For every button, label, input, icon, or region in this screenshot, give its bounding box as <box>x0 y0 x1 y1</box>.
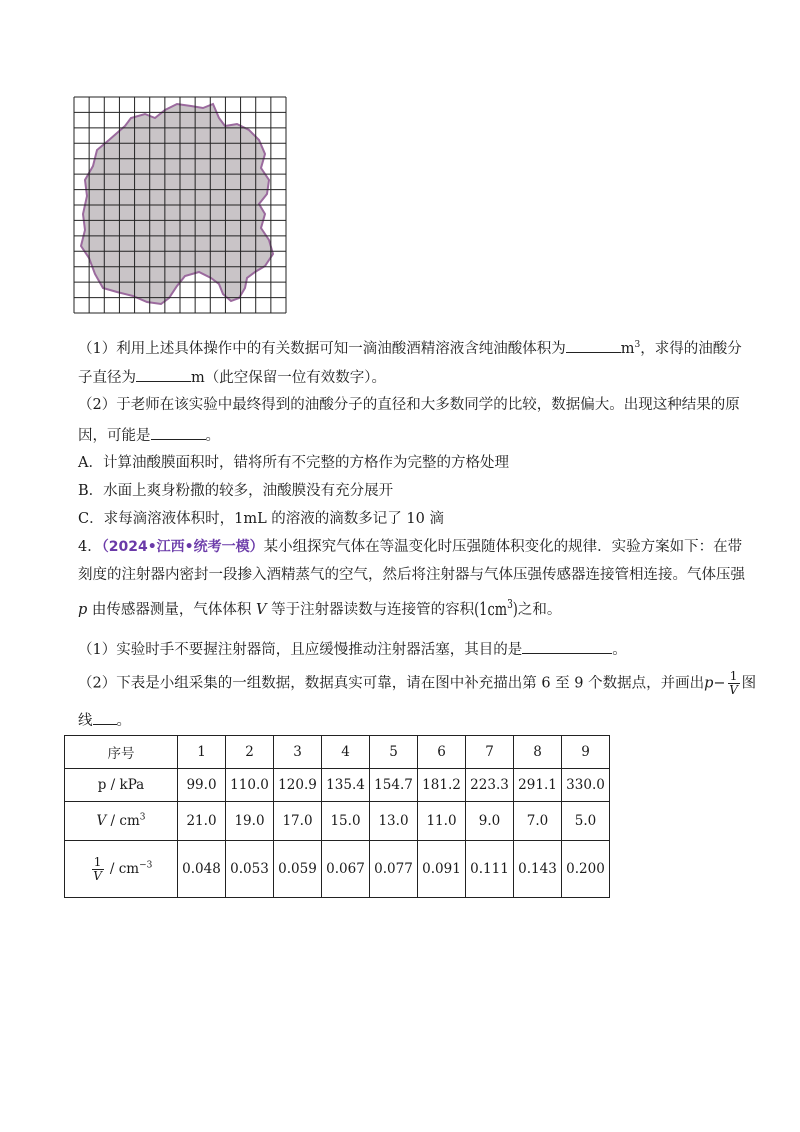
row-label-pressure: p / kPa <box>65 769 178 802</box>
table-row-pressure <box>65 769 610 802</box>
row-label-volume <box>65 802 178 841</box>
q3-part2-line1: （2）于老师在该实验中最终得到的油酸分子的直径和大多数同学的比较，数据偏大。出现这种结果的原 <box>78 397 740 413</box>
table-cell: 7.0 <box>514 802 562 841</box>
oil-film-grid-figure <box>73 96 287 314</box>
volume-symbol: V <box>96 813 107 829</box>
data-table <box>64 735 610 898</box>
table-cell: 2 <box>226 736 274 769</box>
inverse-volume-sup: −3 <box>139 860 153 870</box>
q4-intro-line1 <box>78 537 742 557</box>
table-cell: 181.2 <box>418 769 466 802</box>
table-row-index <box>65 736 610 769</box>
q3-diameter-note: m（此空保留一位有效数字）。 <box>191 370 386 386</box>
q4-source-tag[interactable]: （2024•江西•统考一模） <box>101 539 264 555</box>
inverse-volume-fraction <box>92 856 104 883</box>
q3-option-a: A．计算油酸膜面积时，错将所有不完整的方格作为完整的方格处理 <box>78 455 509 471</box>
fraction-denominator: V <box>729 683 738 697</box>
table-row-inverse-volume <box>65 841 610 898</box>
q4-part1-end: 。 <box>612 642 627 658</box>
q4-intro-text3c: 之和。 <box>517 602 562 618</box>
q3-unit-m: m <box>620 341 635 357</box>
q3-part2-line2 <box>78 424 220 446</box>
table-cell: 0.143 <box>514 841 562 898</box>
table-cell: 110.0 <box>226 769 274 802</box>
q3-part1-line2 <box>78 366 386 388</box>
fraction-numerator: 1 <box>93 854 102 869</box>
table-cell: 3 <box>274 736 322 769</box>
oil-film-blob <box>81 104 273 304</box>
table-cell: 13.0 <box>370 802 418 841</box>
table-cell: 0.111 <box>466 841 514 898</box>
q4-intro-line3 <box>78 600 561 621</box>
row-label-inverse-volume <box>65 841 178 898</box>
q4-part2-xian: 线 <box>78 713 93 729</box>
table-cell: 15.0 <box>322 802 370 841</box>
q4-intro-line2: 刻度的注射器内密封一段掺入酒精蒸气的空气，然后将注射器与气体压强传感器连接管相连接。气体压强 <box>78 567 745 583</box>
q3-diameter-blank[interactable] <box>136 366 191 382</box>
q4-part2-end: 。 <box>116 713 131 729</box>
q4-part2-fraction <box>728 670 740 697</box>
table-cell: 0.048 <box>178 841 226 898</box>
table-cell: 5 <box>370 736 418 769</box>
table-cell: 9.0 <box>466 802 514 841</box>
q4-intro-text3b: 等于注射器读数与连接管的容积 <box>266 602 475 618</box>
q3-reason-end: 。 <box>205 428 220 444</box>
q3-volume-blank[interactable] <box>566 337 621 353</box>
q4-part2-tu: 图 <box>741 675 757 692</box>
q4-intro-text3a: 由传感器测量，气体体积 <box>87 602 257 618</box>
q4-graph-blank[interactable] <box>93 709 117 725</box>
table-cell: 21.0 <box>178 802 226 841</box>
table-row-volume <box>65 802 610 841</box>
table-cell: 154.7 <box>370 769 418 802</box>
table-cell: 135.4 <box>322 769 370 802</box>
row-label-index: 序号 <box>65 736 178 769</box>
volume-unit-sup: 3 <box>139 812 146 823</box>
q4-part2-dash: − <box>713 675 726 692</box>
q4-connector-close: ) <box>512 600 518 621</box>
q3-part1-line1 <box>78 337 742 359</box>
q4-symbol-v: V <box>256 602 267 618</box>
table-cell: 291.1 <box>514 769 562 802</box>
q4-intro-text1: 某小组探究气体在等温变化时压强随体积变化的规律．实验方案如下：在带 <box>263 539 743 555</box>
q4-part1 <box>78 638 627 660</box>
q3-option-b: B．水面上爽身粉撒的较多，油酸膜没有充分展开 <box>78 483 394 499</box>
table-cell: 0.091 <box>418 841 466 898</box>
table-cell: 0.200 <box>562 841 610 898</box>
table-cell: 8 <box>514 736 562 769</box>
table-cell: 19.0 <box>226 802 274 841</box>
q4-connector-sup: 3 <box>507 598 513 612</box>
q4-connector-unit: (1cm <box>474 600 508 621</box>
q3-reason-label: 因，可能是 <box>78 428 151 444</box>
table-cell: 5.0 <box>562 802 610 841</box>
q3-diameter-label: 子直径为 <box>78 370 136 386</box>
q4-symbol-p: p <box>78 602 88 618</box>
q4-connector-volume <box>474 598 518 625</box>
table-cell: 7 <box>466 736 514 769</box>
fraction-numerator: 1 <box>729 669 738 683</box>
table-cell: 99.0 <box>178 769 226 802</box>
q3-reason-blank[interactable] <box>151 424 206 440</box>
table-cell: 330.0 <box>562 769 610 802</box>
table-cell: 0.067 <box>322 841 370 898</box>
q4-part2-line2 <box>78 709 131 731</box>
q4-part2-text: （2）下表是小组采集的一组数据，数据真实可靠，请在图中补充描出第 6 至 9 个数据点，并画出 <box>78 675 705 692</box>
q3-option-c: C．求每滴溶液体积时，1mL 的溶液的滴数多记了 10 滴 <box>78 511 444 527</box>
fraction-denominator: V <box>93 868 102 883</box>
q3-unit-sup: 3 <box>634 340 641 351</box>
q3-part1-text: （1）利用上述具体操作中的有关数据可知一滴油酸酒精溶液含纯油酸体积为 <box>78 341 566 357</box>
q4-part2-line1 <box>78 670 756 697</box>
q4-part2-p: p <box>704 675 714 692</box>
table-cell: 223.3 <box>466 769 514 802</box>
inverse-volume-unit: / cm <box>105 860 140 877</box>
table-cell: 9 <box>562 736 610 769</box>
table-cell: 120.9 <box>274 769 322 802</box>
table-cell: 6 <box>418 736 466 769</box>
q4-part1-text: （1）实验时手不要握注射器筒，且应缓慢推动注射器活塞，其目的是 <box>78 642 523 658</box>
table-cell: 4 <box>322 736 370 769</box>
table-cell: 17.0 <box>274 802 322 841</box>
q3-part1-text-b: ，求得的油酸分 <box>640 341 742 357</box>
table-cell: 0.077 <box>370 841 418 898</box>
table-cell: 1 <box>178 736 226 769</box>
table-cell: 0.059 <box>274 841 322 898</box>
q4-number: 4． <box>78 539 102 555</box>
table-cell: 11.0 <box>418 802 466 841</box>
q4-purpose-blank[interactable] <box>522 638 612 654</box>
table-cell: 0.053 <box>226 841 274 898</box>
volume-unit: / cm <box>106 813 140 829</box>
